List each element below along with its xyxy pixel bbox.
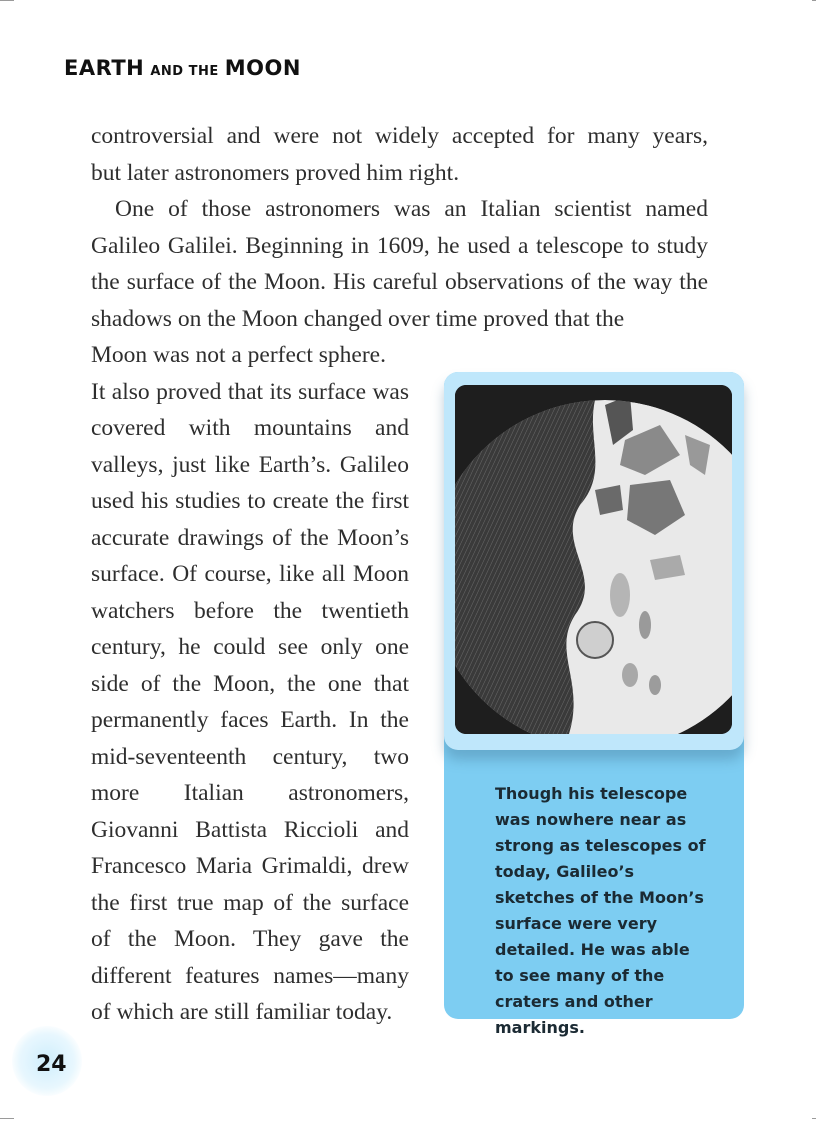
body-paragraph-3-lead: Moon was not a perfect sphere.: [91, 342, 386, 368]
crop-mark-bottom-left: [0, 1118, 14, 1119]
body-paragraph-2-text: One of those astronomers was an Italian scientist named Galileo Galilei. Beginning in 1609, he used a telescope to study the surface of the Moon. His careful observations of the way the shadows on the Moon changed over time proved that the: [91, 196, 708, 332]
crop-mark-top-right: [812, 0, 816, 1]
body-paragraph-1: [91, 118, 708, 191]
body-paragraph-1-line-1: controversial and were not widely accepted for many years,: [91, 123, 708, 149]
running-header: [64, 56, 301, 80]
body-paragraph-1-line-2: but later astronomers proved him right.: [91, 159, 460, 186]
moon-sketch-icon: [455, 385, 732, 734]
body-paragraph-2: [91, 191, 708, 337]
crop-mark-bottom-right: [812, 1118, 816, 1119]
header-word-earth: EARTH: [64, 56, 145, 80]
page-number: 24: [36, 1052, 67, 1077]
header-word-moon: MOON: [224, 56, 301, 80]
galileo-moon-sketch-image: [455, 385, 732, 734]
header-word-and-the: AND THE: [150, 64, 219, 79]
crop-mark-top-left: [0, 0, 14, 1]
figure-caption: Though his telescope was nowhere near as strong as telescopes of today, Galileo’s sketches of the Moon’s surface were very detailed. He was able to see many of the craters and other markings.: [495, 784, 706, 1037]
body-paragraph-3: [91, 337, 409, 1031]
body-paragraph-3-text: It also proved that its surface was covered with mountains and valleys, just like Earth’s. Galileo used his studies to create the first accurate drawings of the Moon’s surface. Of course, like all Moon watchers before the twentieth century, he could see only one side of the Moon, the one that permanently faces Earth. In the mid-seventeenth century, two more Italian astronomers, Giovanni Battista Riccioli and Francesco Maria Grimaldi, drew the first true map of the surface of the Moon. They gave the different features names—many of which are still familiar today.: [91, 378, 409, 1025]
